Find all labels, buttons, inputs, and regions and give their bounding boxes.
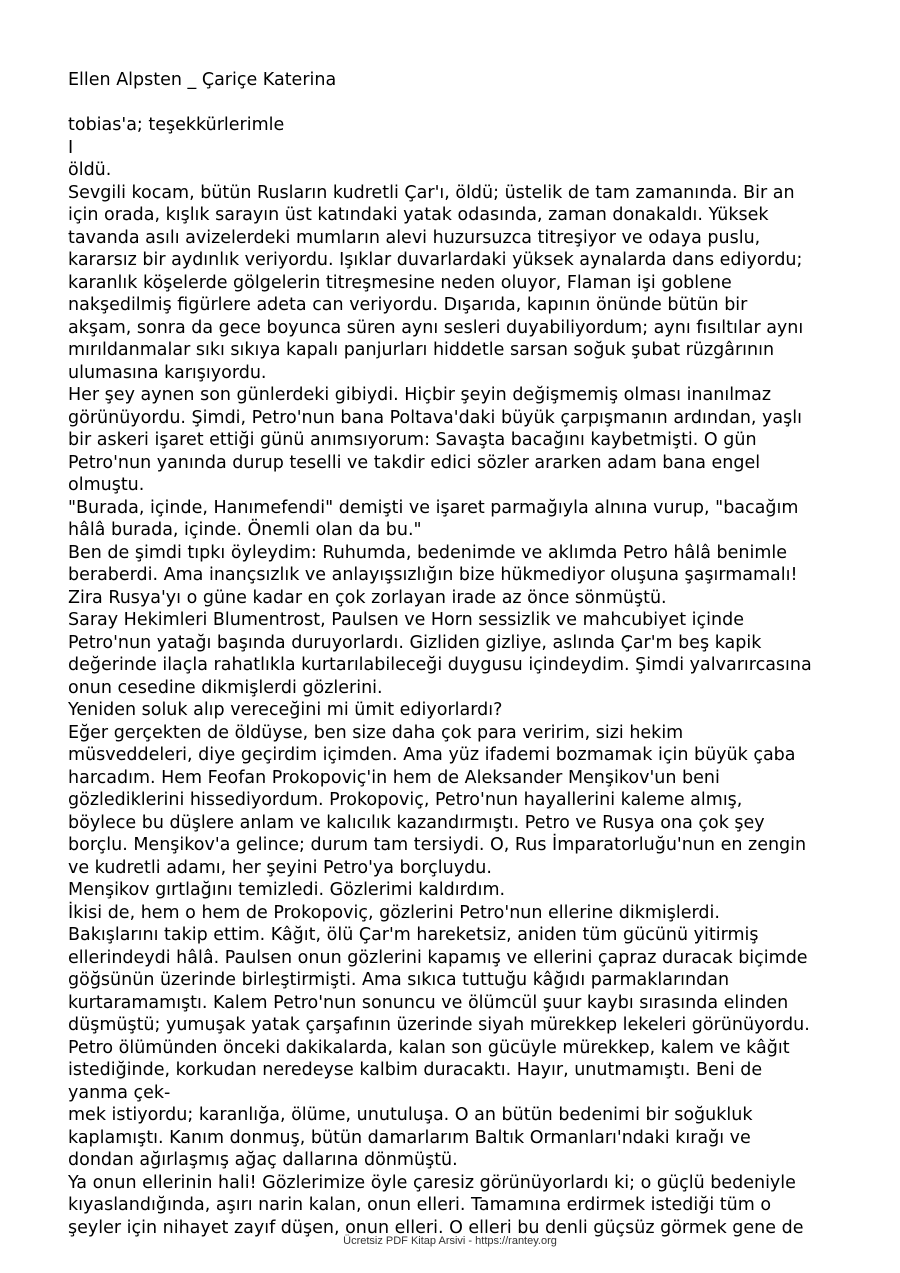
- text-line: Petro ölümünden önceki dakikalarda, kalan son gücüyle mürekkep, kalem ve kâğıt: [68, 1037, 790, 1058]
- text-line: borçlu. Menşikov'a gelince; durum tam tersiydi. O, Rus İmparatorluğu'nun en zengin: [68, 835, 807, 855]
- text-line: olmuştu.: [68, 475, 145, 495]
- text-line: gözlediklerini hissediyordum. Prokopoviç, Petro'nun hayallerini kaleme almış,: [68, 790, 743, 810]
- text-line: Eğer gerçekten de öldüyse, ben size daha çok para veririm, sizi hekim: [68, 722, 684, 743]
- text-line: Yeniden soluk alıp vereceğini mi ümit ediyorlardı?: [68, 700, 503, 720]
- document-title: Ellen Alpsten _ Çariçe Katerina: [68, 70, 337, 90]
- text-line: Petro'nun yanında durup teselli ve takdir edici sözler ararken adam bana engel: [68, 452, 761, 473]
- text-line: ellerindeydi hâlâ. Paulsen onun gözlerini kapamış ve ellerini çapraz duracak biçimde: [68, 947, 808, 968]
- text-line: Her şey aynen son günlerdeki gibiydi. Hiçbir şeyin değişmemiş olması inanılmaz: [68, 385, 772, 405]
- text-line: tobias'a; teşekkürlerimle: [68, 115, 285, 135]
- text-line: değerinde ilaçla rahatlıkla kurtarılabileceği duygusu içindeydim. Şimdi yalvarırcasına: [68, 655, 812, 675]
- text-line: kurtaramamıştı. Kalem Petro'nun sonuncu ve ölümcül şuur kaybı sırasında elinden: [68, 992, 789, 1013]
- text-line: ulumasına karışıyordu.: [68, 362, 267, 383]
- text-line: Sevgili kocam, bütün Rusların kudretli Çar'ı, öldü; üstelik de tam zamanında. Bir an: [68, 182, 795, 203]
- text-line: bir askeri işaret ettiği günü anımsıyorum: Savaşta bacağını kaybetmişti. O gün: [68, 430, 757, 450]
- text-line: mek istiyordu; karanlığa, ölüme, unutuluşa. O an bütün bedenimi bir soğukluk: [68, 1105, 753, 1125]
- text-line: düşmüştü; yumuşak yatak çarşafının üzerinde siyah mürekkep lekeleri görünüyordu.: [68, 1015, 810, 1035]
- text-line: Menşikov gırtlağını temizledi. Gözlerimi kaldırdım.: [68, 880, 506, 900]
- text-line: Petro'nun yatağı başında duruyorlardı. Gizliden gizliye, aslında Çar'm beş kapik: [68, 632, 762, 653]
- text-line: nakşedilmiş figürlere adeta can veriyordu. Dışarıda, kapının önünde bütün bir: [68, 295, 748, 315]
- text-line: ve kudretli adamı, her şeyini Petro'ya borçluydu.: [68, 857, 492, 878]
- text-line: karanlık köşelerde gölgelerin titreşmesine neden oluyor, Flaman işi goblene: [68, 272, 732, 293]
- text-line: dondan ağırlaşmış ağaç dallarına dönmüştü.: [68, 1150, 458, 1170]
- text-line: hâlâ burada, içinde. Önemli olan da bu.": [68, 520, 422, 540]
- text-line: kararsız bir aydınlık veriyordu. Işıklar duvarlardaki yüksek aynalarda dans ediyordu;: [68, 250, 803, 270]
- text-line: beraberdi. Ama inançsızlık ve anlayışsızlığın bize hükmediyor oluşuna şaşırmamalı!: [68, 565, 798, 585]
- text-line: onun cesedine dikmişlerdi gözlerini.: [68, 677, 383, 698]
- text-line: tavanda asılı avizelerdeki mumların alevi huzursuzca titreşiyor ve odaya puslu,: [68, 227, 761, 248]
- text-line: Saray Hekimleri Blumentrost, Paulsen ve Horn sessizlik ve mahcubiyet içinde: [68, 610, 744, 630]
- text-line: yanma çek-: [68, 1082, 171, 1103]
- text-line: müsveddeleri, diye geçirdim içimden. Ama yüz ifademi bozmamak için büyük çaba: [68, 745, 796, 765]
- text-line: kaplamıştı. Kanım donmuş, bütün damarlarım Baltık Ormanları'ndaki kırağı ve: [68, 1127, 751, 1148]
- text-line: Bakışlarını takip ettim. Kâğıt, ölü Çar'm hareketsiz, aniden tüm gücünü yitirmiş: [68, 925, 759, 945]
- text-line: için orada, kışlık sarayın üst katındaki yatak odasında, zaman donakaldı. Yüksek: [68, 205, 769, 225]
- text-line: istediğinde, korkudan neredeyse kalbim duracaktı. Hayır, unutmamıştı. Beni de: [68, 1060, 763, 1080]
- text-line: kıyaslandığında, aşırı narin kalan, onun elleri. Tamamına erdirmek istediği tüm o: [68, 1195, 772, 1215]
- text-line: I: [68, 137, 74, 158]
- text-line: mırıldanmalar sıkı sıkıya kapalı panjurları hiddetle sarsan soğuk şubat rüzgârının: [68, 340, 775, 360]
- text-line: göğsünün üzerinde birleştirmişti. Ama sıkıca tuttuğu kâğıdı parmaklarından: [68, 970, 730, 990]
- text-line: harcadım. Hem Feofan Prokopoviç'in hem de Aleksander Menşikov'un beni: [68, 767, 720, 788]
- text-line: görünüyordu. Şimdi, Petro'nun bana Poltava'daki büyük çarpışmanın ardından, yaşlı: [68, 407, 802, 428]
- text-line: Zira Rusya'yı o güne kadar en çok zorlayan irade az önce sönmüştü.: [68, 587, 667, 608]
- text-line: öldü.: [68, 160, 112, 180]
- text-line: böylece bu düşlere anlam ve kalıcılık kazandırmıştı. Petro ve Rusya ona çok şey: [68, 812, 765, 833]
- text-line: "Burada, içinde, Hanımefendi" demişti ve işaret parmağıyla alnına vurup, "bacağım: [68, 497, 799, 518]
- text-line: şeyler için nihayet zayıf düşen, onun elleri. O elleri bu denli güçsüz görmek gene de: [68, 1217, 804, 1238]
- page-footer: Ücretsiz PDF Kitap Arsivi - https://rantey.org: [343, 1235, 557, 1247]
- text-line: akşam, sonra da gece boyunca süren aynı sesleri duyabiliyordum; aynı fısıltılar aynı: [68, 317, 804, 338]
- text-line: Ben de şimdi tıpkı öyleydim: Ruhumda, bedenimde ve aklımda Petro hâlâ benimle: [68, 542, 787, 563]
- document-body: [68, 114, 868, 1239]
- text-line: İkisi de, hem o hem de Prokopoviç, gözlerini Petro'nun ellerine dikmişlerdi.: [68, 902, 720, 923]
- text-line: Ya onun ellerinin hali! Gözlerimize öyle çaresiz görünüyorlardı ki; o güçlü bedeniyle: [68, 1172, 796, 1193]
